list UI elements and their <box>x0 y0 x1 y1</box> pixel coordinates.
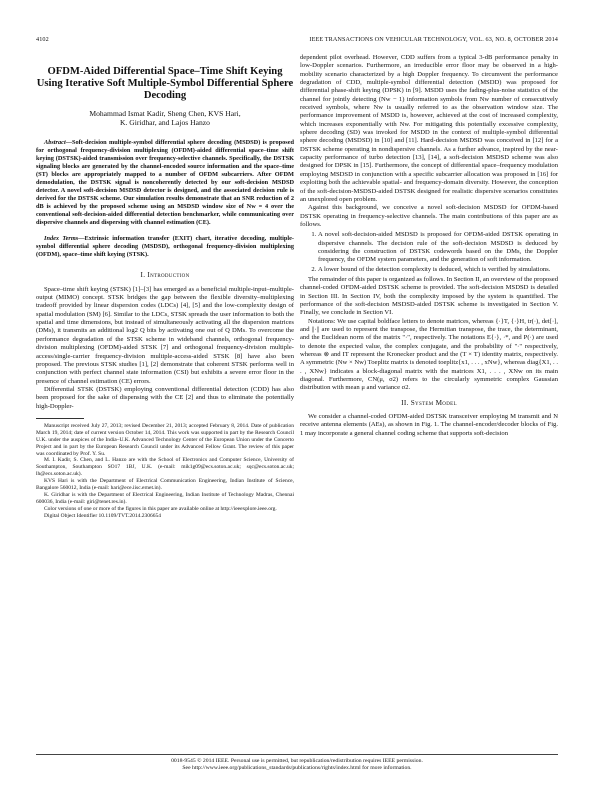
page-number: 4102 <box>36 36 49 43</box>
intro-paragraph-1: Space–time shift keying (STSK) [1]–[3] has emerged as a beneficial multiple-input–multiple-output (MIMO) concept. STSK bridges the gap between the flexible diversity–multiplexing tradeoff provided by linear dispersion codes (LDCs) [4], [5] and the low-complexity design of spatial modulation (SM) [6]. Similar to the LDCs, STSK spreads the user information to both the spatial and time dimensions, but instead of simultaneously activating all the dispersion matrices (DMs), it transmits an additional log2 Q bits by activating one out of Q DMs. To overcome the performance degradation of the STSK scheme in wideband channels, orthogonal frequency-division multiplexing (OFDM)-aided STSK [7] and orthogonal frequency-division multiple-access/single-carrier frequency-division multiple-access-aided STSK [8] have also been proposed. The previous STSK studies [1], [2] demonstrate that coherent STSK performs well in conjunction with perfect channel state information (CSI) but exhibits a severe error floor in the presence of channel estimation (CE) errors. <box>36 285 294 385</box>
footnote-affiliation-2: KVS Hari is with the Department of Electrical Communication Engineering, Indian Institute of Science, Bangalore 560012, India (e-mail: hari@ece.iisc.ernet.in). <box>36 478 294 492</box>
footnote-manuscript: Manuscript received July 27, 2013; revised December 21, 2013; accepted February 8, 2014. Date of publication March 19, 2014; date of current version October 14, 2014. This work was supported in part by the Research Council U.K. under the auspices of the India–U.K. Advanced Technology Center of the European Union under the Concerto Project and in part by the European Research Council under its Advanced Fellow Grant. The review of this paper was coordinated by Prof. Y. Su. <box>36 422 294 457</box>
journal-header: IEEE TRANSACTIONS ON VEHICULAR TECHNOLOGY, VOL. 63, NO. 8, OCTOBER 2014 <box>309 36 558 43</box>
contribution-item: 1. A novel soft-decision-aided MSDSD is proposed for OFDM-aided DSTSK operating in dispersive channels. The decision rule of the soft-decision MSDSD is deduced by considering the construction of DSTSK codewords based on the DMs, the Doppler frequency, the OFDM system parameters, and the generation of soft information. <box>318 231 558 264</box>
authors-line-1: Mohammad Ismat Kadir, Sheng Chen, KVS Hari, <box>89 108 241 118</box>
contributions-list <box>300 231 558 274</box>
right-column <box>300 54 558 438</box>
organization-paragraph: The remainder of this paper is organized as follows. In Section II, an overview of the proposed channel-coded OFDM-aided DSTSK scheme is provided. The soft-decision MSDSD is detailed in Section III. In Section IV, both the complexity imposed by the system is quantified. The performance of the soft-decision MSDSD-aided DSTSK scheme is investigated in Section V. Finally, we conclude in Section VI. <box>300 275 558 317</box>
page-footer <box>36 754 558 773</box>
contribution-item: 2. A lower bound of the detection complexity is deduced, which is verified by simulations. <box>318 266 558 274</box>
footnote-divider <box>36 418 84 419</box>
left-column <box>36 66 294 520</box>
index-terms <box>36 235 294 259</box>
system-model-paragraph: We consider a channel-coded OFDM-aided DSTSK transceiver employing M transmit and N receive antenna elements (AEs), as shown in Fig. 1. The channel-encoder/decoder blocks of Fig. 1 may incorporate a general channel coding scheme that supports soft-decision <box>300 413 558 437</box>
footer-copyright: 0018-9545 © 2014 IEEE. Personal use is permitted, but republication/redistribution requires IEEE permission. <box>171 758 423 764</box>
footnote-affiliation-3: K. Giridhar is with the Department of Electrical Engineering, Indian Institute of Technology Madras, Chennai 600036, India (e-mail: giri@tenet.res.in). <box>36 491 294 505</box>
footnote-affiliation-1: M. I. Kadir, S. Chen, and L. Hanzo are with the School of Electronics and Computer Science, University of Southampton, Southampton SO17 1BJ, U.K. (e-mail: mik1g09@ecs.soton.ac.uk; sqc@ecs.soton.ac.uk; lh@ecs.soton.ac.uk). <box>36 457 294 478</box>
right-paragraph-2: Against this background, we conceive a novel soft-decision MSDSD for OFDM-based DSTSK operating in frequency-selective channels. The main contributions of this paper are as follows. <box>300 204 558 228</box>
right-paragraph-1: dependent pilot overhead. However, CDD suffers from a typical 3-dB performance penalty in low-Doppler scenarios. Furthermore, an irreducible error floor may be observed in a high-mobility scenario characterized by a high Doppler frequency. To circumvent the performance degradation of CDD, multiple-symbol differential detection (MSDD) was proposed for differential phase-shift keying (DPSK) in [9]. MSDD uses the fading-plus-noise statistics of the channel for jointly detecting (Nw − 1) information symbols from Nw number of consecutively received symbols, where Nw is usually referred to as the observation window size. The performance improvement of MSDD is, however, achieved at the cost of increased complexity, which increases exponentially with Nw. For mitigating this potentially excessive complexity, sphere decoding (SD) was invoked for MSDD in the context of multiple-symbol differential sphere decoding (MSDSD) in [10] and [11]. Hard-decision MSDSD was conceived in [12] for a DSTSK scheme operating in nondispersive channels. As a further advance, inspired by the near-capacity performance of turbo detection [13], [14], a soft-decision MSDSD scheme was also designed for DPSK in [15]. Furthermore, the concept of differential space–frequency modulation employing MSDSD in conjunction with a specific subcarrier allocation was proposed in [16] for exploiting both the achievable spatial- and frequency-domain diversity. However, the conception of the soft-decision-MSDSD-aided DSTSK designed for realistic dispersive scenarios constitutes an unexplored open problem. <box>300 54 558 203</box>
intro-paragraph-2: Differential STSK (DSTSK) employing conventional differential detection (CDD) has also been proposed for the sake of dispensing with the CE [2] and thus to eliminate the potentially high-Doppler- <box>36 385 294 410</box>
notations-paragraph: Notations: We use capital boldface letters to denote matrices, whereas {·}T, {·}H, tr(·), det[·], and ||·|| are used to represent the transpose, the Hermitian transpose, the trace, the determinant, and the Euclidean norm of the matrix "·", respectively. The notations E{·}, ·*, and P(·) are used to denote the expected value, the complex conjugate, and the probability of "·" respectively, whereas ⊗ and IT represent the Kronecker product and the (T × T) identity matrix, respectively. A symmetric (Nw × Nw) Toeplitz matrix is denoted toeplitz{x1, . . . , xNw}, whereas diag{X1, . . . , XNw} indicates a block-diagonal matrix with the matrices X1, . . . , XNw on its main diagonal. Furthermore, CN(μ, σ2) refers to the circularly symmetric complex Gaussian distribution with mean μ and variance σ2. <box>300 317 558 392</box>
authors <box>36 109 294 128</box>
footer-divider <box>36 754 558 755</box>
index-terms-text: —Extrinsic information transfer (EXIT) chart, iterative decoding, multiple-symbol differential sphere decoding (MSDSD), orthogonal frequency-division multiplexing (OFDM), space–time shift keying (STSK). <box>36 235 294 259</box>
section-heading-introduction: I. Introduction <box>140 271 190 280</box>
index-terms-label: Index Terms <box>44 235 79 243</box>
abstract-label: Abstract <box>44 139 66 147</box>
abstract <box>36 139 294 227</box>
footnote-doi: Digital Object Identifier 10.1109/TVT.2014.2306654 <box>44 512 162 519</box>
abstract-text: —Soft-decision multiple-symbol differential sphere decoding (MSDSD) is proposed for orthogonal frequency-division multiplexing (OFDM)-aided differential space–time shift keying (DSTSK)-aided transmission over frequency-selective channels. Specifically, the DSTSK signaling blocks are generated by the channel-encoded source information and the space–time (ST) blocks are appropriately mapped to a number of OFDM subcarriers. After OFDM demodulation, the DSTSK signal is noncoherently detected by our soft-decision MSDSD detector. A novel soft-decision MSDSD detector is designed, and the associated decision rule is derived for the DSTSK scheme. Our simulation results demonstrate that an SNR reduction of 2 dB is achieved by the proposed scheme using an MSDSD window size of Nw = 4 over the conventional soft-decision-aided differential detection benchmarker, while communicating over dispersive channels and dispersing with channel estimation (CE). <box>36 139 294 227</box>
paper-title: OFDM-Aided Differential Space–Time Shift Keying Using Iterative Soft Multiple-Symbol Differential Sphere Decoding <box>36 66 294 102</box>
section-heading-system-model: II. System Model <box>401 398 457 407</box>
authors-line-2: K. Giridhar, and Lajos Hanzo <box>120 118 210 128</box>
footer-rights-link[interactable]: See http://www.ieee.org/publications_standards/publications/rights/index.html for more information. <box>182 765 412 772</box>
footnote-color: Color versions of one or more of the figures in this paper are available online at http://ieeexplore.ieee.org. <box>44 505 277 512</box>
running-header <box>36 36 558 46</box>
